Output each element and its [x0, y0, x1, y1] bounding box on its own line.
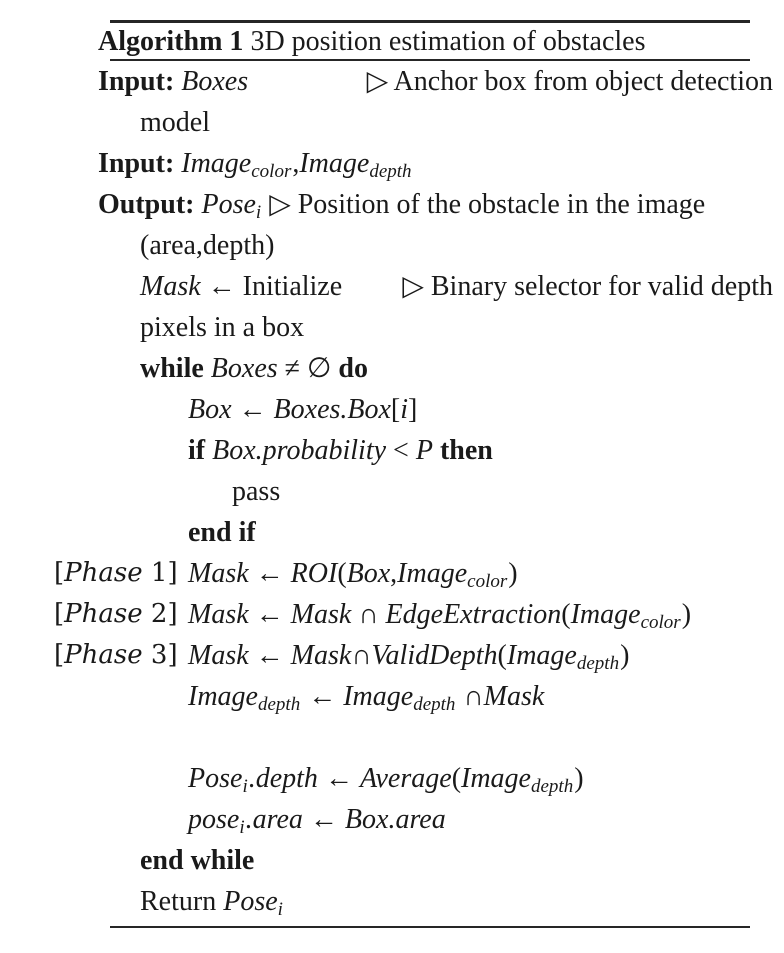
line-output-pose: [0, 184, 784, 225]
text-run: ←: [200, 271, 243, 302]
line-input-boxes-wrap: [0, 102, 784, 143]
line-box-assign: [0, 389, 784, 430]
text-run: Boxes: [210, 353, 278, 384]
text-run: Mask: [290, 599, 352, 630]
text-run: Phase: [64, 558, 143, 588]
algorithm-title-text: 3D position estimation of obstacles: [243, 26, 646, 57]
text-run: ,: [292, 148, 300, 179]
subscript: color: [640, 612, 681, 633]
text-run: Mask: [188, 640, 249, 671]
text-run: Pose: [223, 886, 278, 917]
line-end-if: [0, 512, 784, 553]
subscript: depth: [413, 694, 456, 715]
text-run: ←: [231, 394, 274, 425]
text-run: Phase: [64, 599, 143, 629]
text-run: 2]: [142, 599, 178, 629]
text-run: (: [561, 599, 571, 630]
line-output-wrap: [0, 225, 784, 266]
text-run: pixels in a box: [140, 312, 305, 343]
text-run: Return: [140, 886, 224, 917]
text-run: Image: [299, 148, 370, 179]
text-run: ∩: [351, 599, 386, 630]
text-run: then: [432, 435, 493, 466]
text-run: Mask: [188, 558, 249, 589]
text-run: Image: [461, 763, 531, 794]
text-run: ): [681, 599, 692, 630]
line-mask-wrap: [0, 307, 784, 348]
text-run: Mask: [140, 271, 201, 302]
text-run: ): [508, 558, 518, 589]
text-run: Input:: [98, 148, 182, 179]
text-run: ←: [317, 763, 360, 794]
text-run: ←: [248, 640, 291, 671]
text-run: .area: [245, 804, 303, 835]
text-run: Boxes: [181, 66, 249, 97]
text-run: .depth: [248, 763, 318, 794]
line-blank: [0, 717, 784, 758]
comment-text: ▷ Position of the obstacle in the image: [262, 189, 706, 220]
phase-label: [54, 553, 178, 594]
text-run: Box: [346, 558, 391, 589]
text-run: ROI: [290, 558, 338, 589]
text-run: Initialize: [242, 271, 343, 302]
line-phase2-edge: [0, 594, 784, 635]
line-input-images: [0, 143, 784, 184]
text-run: (: [451, 763, 462, 794]
text-run: (area,depth): [140, 230, 275, 261]
line-pose-depth: [0, 758, 784, 799]
line-end-while: [0, 840, 784, 881]
line-pass: [0, 471, 784, 512]
text-run: Pose: [201, 189, 256, 220]
comment-text: ▷ Binary selector for valid depth: [402, 271, 773, 302]
text-run: ]: [408, 394, 418, 425]
line-mask-initialize: [0, 266, 784, 307]
line-phase3-validdepth: [0, 635, 784, 676]
subscript: depth: [576, 653, 620, 674]
line-phase1-roi: [0, 553, 784, 594]
text-run: pose: [188, 804, 240, 835]
text-run: Image: [181, 148, 252, 179]
text-run: Input:: [98, 66, 182, 97]
text-run: Mask: [483, 681, 545, 712]
text-run: Average: [359, 763, 452, 794]
text-run: [: [54, 558, 65, 588]
subscript: depth: [531, 776, 574, 797]
text-run: ∩: [456, 681, 484, 712]
text-run: Mask: [188, 599, 249, 630]
text-run: 3]: [142, 640, 178, 670]
algorithm-body: [0, 61, 784, 922]
text-run: ←: [302, 804, 345, 835]
text-run: 1]: [142, 558, 178, 588]
line-pose-area: [0, 799, 784, 840]
subscript: depth: [369, 161, 412, 182]
text-run: Image: [506, 640, 577, 671]
subscript: i: [255, 202, 262, 223]
text-run: Image: [397, 558, 468, 589]
line-while: [0, 348, 784, 389]
text-run: ←: [248, 599, 291, 630]
text-run: <: [386, 435, 416, 466]
text-run: ←: [248, 558, 291, 589]
bottom-rule: [110, 926, 750, 928]
text-run: ): [620, 640, 630, 671]
text-run: Box.probability: [212, 435, 387, 466]
phase-label: [54, 594, 178, 635]
text-run: Image: [570, 599, 641, 630]
algorithm-title: [98, 24, 646, 60]
text-run: Mask: [290, 640, 352, 671]
text-run: ∩: [351, 640, 372, 671]
text-run: [: [390, 394, 401, 425]
line-imagedepth-mask: [0, 676, 784, 717]
text-run: ,: [390, 558, 398, 589]
text-run: Box: [188, 394, 232, 425]
text-run: model: [140, 107, 210, 138]
text-run: EdgeExtraction: [385, 599, 562, 630]
text-run: do: [338, 353, 368, 384]
subscript: i: [239, 817, 245, 838]
text-run: Boxes.Box: [273, 394, 391, 425]
text-run: Image: [188, 681, 258, 712]
text-run: Box.area: [344, 804, 446, 835]
text-run: (: [497, 640, 507, 671]
text-run: Phase: [64, 640, 143, 670]
text-run: end while: [140, 845, 255, 876]
text-run: ValidDepth: [371, 640, 498, 671]
subscript: i: [277, 899, 283, 920]
text-run: while: [140, 353, 211, 384]
text-run: [: [54, 640, 65, 670]
subscript: color: [467, 571, 508, 592]
line-if-probability: [0, 430, 784, 471]
subscript: color: [251, 161, 292, 182]
text-run: ): [574, 763, 584, 794]
text-run: [: [54, 599, 65, 629]
text-run: pass: [232, 476, 281, 507]
text-run: Pose: [188, 763, 243, 794]
text-run: end if: [188, 517, 256, 548]
text-run: ≠ ∅: [277, 353, 339, 384]
text-run: P: [415, 435, 433, 466]
text-run: Output:: [98, 189, 202, 220]
text-run: Image: [343, 681, 414, 712]
subscript: i: [242, 776, 248, 797]
text-run: (: [337, 558, 347, 589]
comment-text: ▷ Anchor box from object detection: [366, 66, 773, 97]
phase-label: [54, 635, 178, 676]
top-rule: [110, 20, 750, 23]
subscript: depth: [257, 694, 301, 715]
line-input-boxes: [0, 61, 784, 102]
text-run: ←: [301, 681, 344, 712]
algorithm-number: Algorithm 1: [98, 26, 244, 57]
line-return: [0, 881, 784, 922]
text-run: if: [188, 435, 213, 466]
text-run: i: [400, 394, 409, 425]
